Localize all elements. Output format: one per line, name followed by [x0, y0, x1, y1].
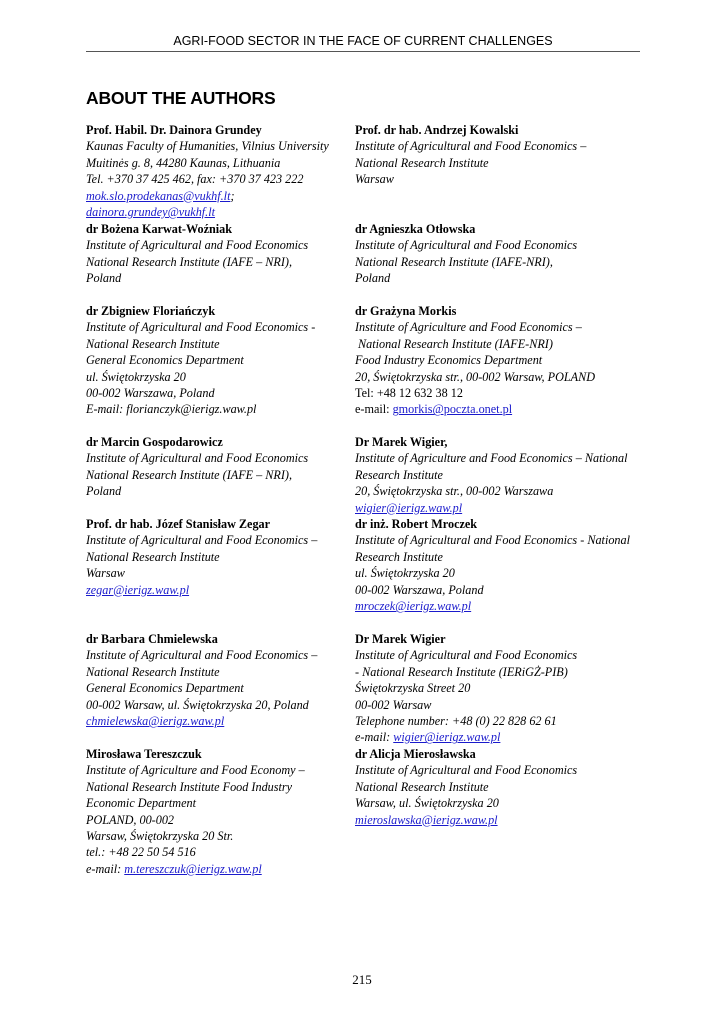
email-link[interactable]: dainora.grundey@vukhf.lt: [86, 205, 216, 220]
affiliation-line: National Research Institute Food Industry: [86, 779, 293, 794]
author-name: dr Grażyna Morkis: [355, 304, 457, 318]
department-line: Economic Department: [86, 796, 196, 811]
affiliation-line: Institute of Agricultural and Food Economics - National: [355, 533, 630, 548]
country-line: Poland: [86, 271, 122, 286]
affiliation-line: Research Institute: [355, 467, 443, 482]
author-name: Prof. Habil. Dr. Dainora Grundey: [86, 123, 262, 137]
affiliation-line: Institute of Agricultural and Food Economics: [355, 648, 578, 663]
affiliation-line: Institute of Agricultural and Food Economics –: [86, 533, 318, 548]
address-line: POLAND, 00-002: [86, 812, 175, 827]
country-line: Poland: [86, 484, 122, 499]
author-entry: [355, 122, 640, 188]
address-line: ul. Świętokrzyska 20: [86, 369, 186, 384]
country-line: Poland: [355, 271, 391, 286]
author-entry: [86, 303, 371, 418]
phone-line: Tel: +48 12 632 38 12: [355, 386, 463, 401]
author-entry: [355, 516, 640, 614]
email-label: e-mail:: [86, 861, 125, 876]
email-link[interactable]: zegar@ierigz.waw.pl: [86, 582, 190, 597]
section-title: ABOUT THE AUTHORS: [86, 88, 276, 108]
affiliation-line: Research Institute: [355, 549, 443, 564]
author-entry: [86, 631, 371, 729]
address-line: Świętokrzyska Street 20: [355, 681, 471, 696]
author-name: dr Bożena Karwat-Woźniak: [86, 222, 233, 236]
address-line: Muitinės g. 8, 44280 Kaunas, Lithuania: [86, 155, 281, 170]
phone-line: tel.: +48 22 50 54 516: [86, 845, 196, 860]
address-line: ul. Świętokrzyska 20: [355, 566, 455, 581]
phone-line: Telephone number: +48 (0) 22 828 62 61: [355, 714, 557, 729]
author-entry: [86, 122, 371, 220]
page-number: 215: [352, 972, 372, 987]
affiliation-line: National Research Institute: [86, 336, 220, 351]
department-line: General Economics Department: [86, 353, 244, 368]
author-name: Mirosława Tereszczuk: [86, 747, 202, 761]
author-entry: [355, 221, 640, 287]
affiliation-line: National Research Institute (IAFE – NRI),: [86, 467, 293, 482]
address-line: 00-002 Warszawa, Poland: [86, 386, 215, 401]
email-link[interactable]: mroczek@ierigz.waw.pl: [355, 599, 472, 614]
affiliation-line: Institute of Agricultural and Food Economics: [355, 238, 578, 253]
affiliation-line: Institute of Agriculture and Food Economy –: [86, 763, 305, 778]
affiliation-line: - National Research Institute (IERiGŻ-PIB): [355, 664, 568, 679]
phone-line: Tel. +370 37 425 462, fax: +370 37 423 222: [86, 172, 304, 187]
author-name: dr Agnieszka Otłowska: [355, 222, 476, 236]
affiliation-line: National Research Institute: [86, 664, 220, 679]
author-entry: [86, 746, 371, 877]
running-header: AGRI-FOOD SECTOR IN THE FACE OF CURRENT CHALLENGES: [86, 34, 640, 52]
email-link[interactable]: m.tereszczuk@ierigz.waw.pl: [124, 861, 262, 876]
email-link[interactable]: gmorkis@poczta.onet.pl: [392, 402, 513, 417]
affiliation-line: National Research Institute: [355, 155, 489, 170]
author-name: dr Zbigniew Floriańczyk: [86, 304, 216, 318]
affiliation-line: Institute of Agriculture and Food Economics –: [355, 320, 582, 335]
author-name: dr Barbara Chmielewska: [86, 632, 218, 646]
city-line: Warsaw: [355, 172, 394, 187]
address-line: 00-002 Warszawa, Poland: [355, 582, 484, 597]
affiliation-line: Institute of Agricultural and Food Economics –: [355, 139, 587, 154]
affiliation-line: Institute of Agricultural and Food Economics -: [86, 320, 316, 335]
affiliation-line: National Research Institute (IAFE-NRI): [355, 336, 553, 351]
email-link[interactable]: wigier@ierigz.waw.pl: [393, 730, 501, 745]
author-name: Prof. dr hab. Józef Stanisław Zegar: [86, 517, 271, 531]
email-label: e-mail:: [355, 402, 393, 417]
email-link[interactable]: mieroslawska@ierigz.waw.pl: [355, 812, 498, 827]
affiliation-line: Institute of Agriculture and Food Economics – National: [355, 451, 628, 466]
author-entry: [86, 516, 371, 598]
address-line: 20, Świętokrzyska str., 00-002 Warsaw, POLAND: [355, 369, 596, 384]
affiliation-line: Institute of Agricultural and Food Economics: [86, 451, 309, 466]
author-entry: [355, 631, 640, 746]
address-line: Warsaw, Świętokrzyska 20 Str.: [86, 829, 234, 844]
email-link[interactable]: mok.slo.prodekanas@vukhf.lt: [86, 188, 231, 203]
address-line: Warsaw, ul. Świętokrzyska 20: [355, 796, 499, 811]
email-link[interactable]: chmielewska@ierigz.waw.pl: [86, 714, 225, 729]
separator: ;: [230, 188, 235, 203]
author-entry: [86, 434, 371, 500]
email-link[interactable]: wigier@ierigz.waw.pl: [355, 500, 463, 515]
author-entry: [86, 221, 371, 287]
affiliation-line: National Research Institute (IAFE-NRI),: [355, 254, 553, 269]
affiliation-line: National Research Institute (IAFE – NRI),: [86, 254, 293, 269]
affiliation-line: Institute of Agricultural and Food Economics: [86, 238, 309, 253]
author-name: Dr Marek Wigier: [355, 632, 446, 646]
affiliation-line: National Research Institute: [355, 779, 489, 794]
city-line: Warsaw: [86, 566, 125, 581]
author-name: dr Alicja Mierosławska: [355, 747, 476, 761]
author-entry: [355, 303, 640, 418]
address-line: 00-002 Warsaw: [355, 697, 432, 712]
affiliation-line: Institute of Agricultural and Food Economics: [355, 763, 578, 778]
affiliation-line: Kaunas Faculty of Humanities, Vilnius University: [86, 139, 329, 154]
author-name: Dr Marek Wigier,: [355, 435, 448, 449]
author-name: dr inż. Robert Mroczek: [355, 517, 478, 531]
address-line: 20, Świętokrzyska str., 00-002 Warszawa: [355, 484, 554, 499]
affiliation-line: Institute of Agricultural and Food Economics –: [86, 648, 318, 663]
affiliation-line: National Research Institute: [86, 549, 220, 564]
author-name: dr Marcin Gospodarowicz: [86, 435, 223, 449]
address-line: 00-002 Warsaw, ul. Świętokrzyska 20, Poland: [86, 697, 309, 712]
author-entry: [355, 434, 640, 516]
author-entry: [355, 746, 640, 828]
email-label: e-mail:: [355, 730, 394, 745]
email-line: E-mail: florianczyk@ierigz.waw.pl: [86, 402, 257, 417]
department-line: General Economics Department: [86, 681, 244, 696]
department-line: Food Industry Economics Department: [355, 353, 543, 368]
author-name: Prof. dr hab. Andrzej Kowalski: [355, 123, 519, 137]
